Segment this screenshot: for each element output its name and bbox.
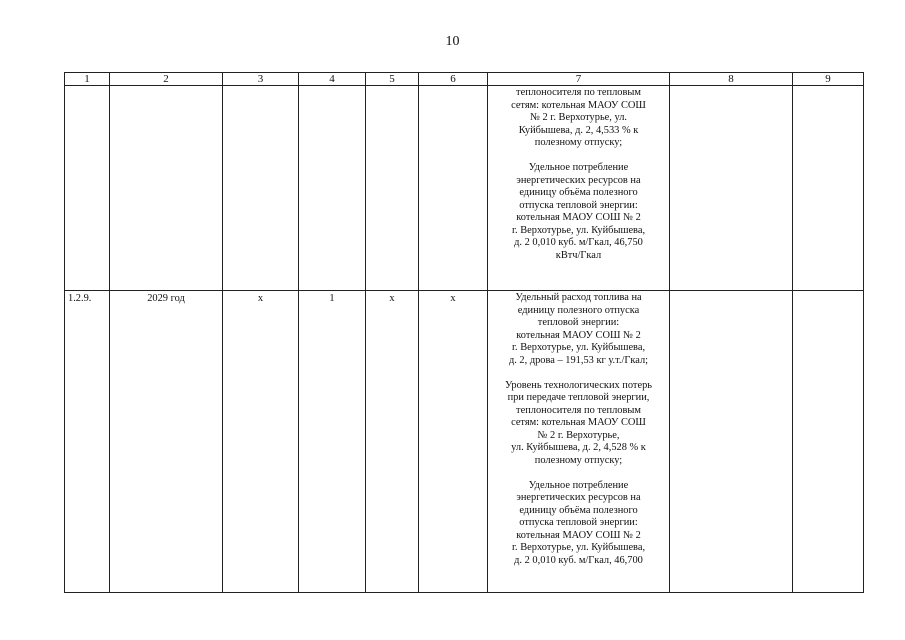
table-cell bbox=[419, 86, 488, 291]
column-header: 7 bbox=[488, 73, 670, 86]
data-table bbox=[64, 72, 864, 593]
column-header: 4 bbox=[299, 73, 366, 86]
table-cell bbox=[110, 86, 223, 291]
table-cell: 1 bbox=[299, 291, 366, 593]
table-row-1-2-9 bbox=[65, 291, 864, 593]
indicator-description-cell bbox=[488, 86, 670, 291]
indicator-description-cell bbox=[488, 291, 670, 593]
table-row-continuation bbox=[65, 86, 864, 291]
row-number-cell: 1.2.9. bbox=[65, 291, 110, 593]
indicator-paragraph: Удельное потребление энергетических ресурсов на единицу объёма полезного отпуска тепловой энергии: котельная МАОУ СОШ № 2 г. Верхотурье, ул. Куйбышева, д. 2 0,010 куб. м/Гкал, 46,750 кВтч/Гкал bbox=[511, 162, 646, 261]
indicator-paragraph: Уровень технологических потерь при передаче тепловой энергии, теплоносителя по тепловым сетям: котельная МАОУ СОШ № 2 г. Верхотурье, ул. Куйбышева, д. 2, 4,528 % к полезному отпуску; bbox=[504, 379, 653, 466]
table-cell bbox=[299, 86, 366, 291]
table-cell: х bbox=[366, 291, 419, 593]
table-cell bbox=[65, 86, 110, 291]
year-cell: 2029 год bbox=[110, 291, 223, 593]
table-header-row bbox=[65, 73, 864, 86]
column-header: 6 bbox=[419, 73, 488, 86]
table-cell bbox=[366, 86, 419, 291]
table-cell: х bbox=[419, 291, 488, 593]
column-header: 1 bbox=[65, 73, 110, 86]
column-header: 2 bbox=[110, 73, 223, 86]
table-cell bbox=[793, 86, 864, 291]
column-header: 8 bbox=[670, 73, 793, 86]
column-header: 9 bbox=[793, 73, 864, 86]
table-cell bbox=[670, 86, 793, 291]
page-number: 10 bbox=[445, 34, 460, 49]
table-cell bbox=[793, 291, 864, 593]
indicator-paragraph: теплоносителя по тепловым сетям: котельная МАОУ СОШ № 2 г. Верхотурье, ул. Куйбышева, д. 2, 4,533 % к полезному отпуску; bbox=[511, 87, 646, 148]
table-cell bbox=[670, 291, 793, 593]
indicator-paragraph: Удельный расход топлива на единицу полезного отпуска тепловой энергии: котельная МАОУ СОШ № 2 г. Верхотурье, ул. Куйбышева, д. 2, дрова – 191,53 кг у.т./Гкал; bbox=[508, 292, 649, 366]
indicator-paragraph: Удельное потребление энергетических ресурсов на единицу объёма полезного отпуска тепловой энергии: котельная МАОУ СОШ № 2 г. Верхотурье, ул. Куйбышева, д. 2 0,010 куб. м/Гкал, 46,700 bbox=[511, 479, 646, 566]
column-header: 5 bbox=[366, 73, 419, 86]
table-cell bbox=[223, 86, 299, 291]
column-header: 3 bbox=[223, 73, 299, 86]
table-cell: х bbox=[223, 291, 299, 593]
